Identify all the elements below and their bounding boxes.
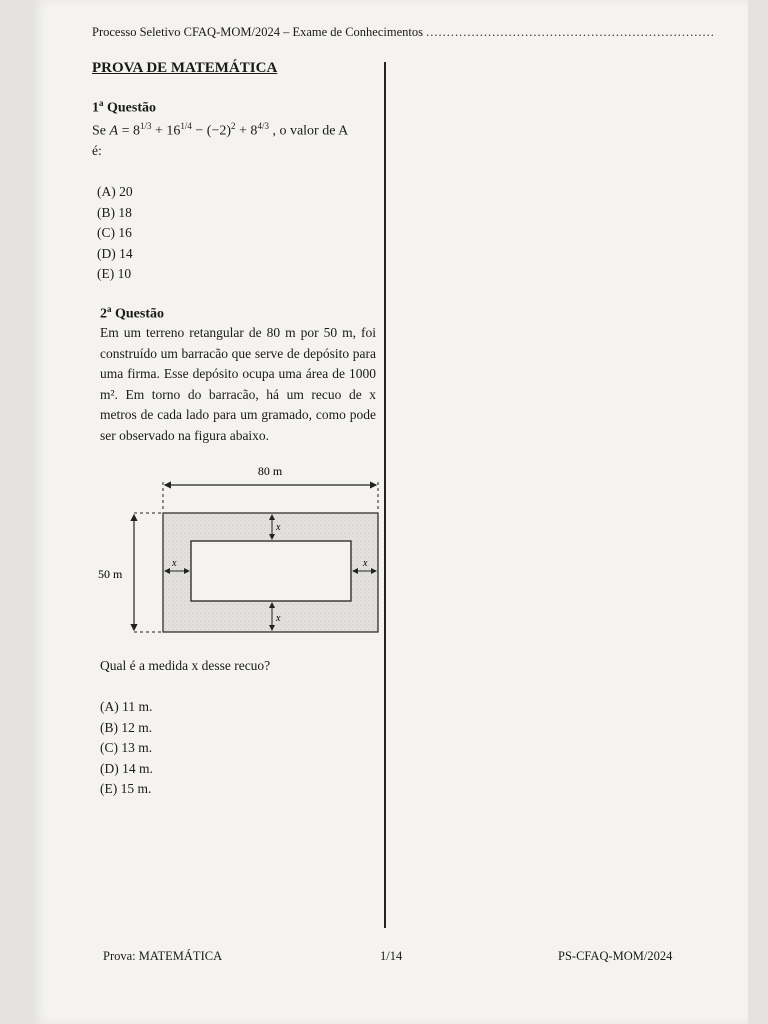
option-b[interactable]: (B) 18 (97, 204, 132, 220)
recuo-label-top: x (276, 522, 281, 533)
option-c[interactable]: (C) 16 (97, 225, 132, 240)
question-2-number: 2 (100, 306, 107, 322)
recuo-label-bottom: x (276, 613, 281, 624)
question-1-number: 1 (92, 100, 99, 116)
option-d[interactable]: (D) 14 m. (100, 760, 153, 776)
question-1-options (97, 182, 133, 285)
footer-exam-name: Prova: MATEMÁTICA (103, 949, 223, 963)
terrain-figure (92, 460, 392, 645)
question-2-word: Questão (115, 306, 164, 322)
depot-rectangle (191, 541, 351, 601)
question-1-heading (92, 98, 156, 117)
question-1-ordinal: a (99, 98, 104, 108)
formula-suffix: , o valor de A (272, 123, 349, 139)
question-2-heading (100, 304, 164, 323)
header-dots: ...................................................................... (426, 25, 715, 39)
option-d[interactable]: (D) 14 (97, 245, 133, 261)
recuo-label-right: x (363, 558, 368, 569)
recuo-label-left: x (172, 558, 177, 569)
option-a[interactable]: (A) 20 (97, 184, 133, 199)
option-a[interactable]: (A) 11 m. (100, 699, 153, 714)
formula-prefix: Se (92, 123, 106, 139)
question-1-statement: Se $A = 8^{1/3} + 16^{1/4} - (-2)^2 + 8^{4/3}$ , o valor de A (92, 121, 349, 139)
option-e[interactable]: (E) 10 (97, 266, 132, 281)
height-label: 50 m (98, 567, 123, 581)
question-2-options (100, 697, 153, 800)
section-title: PROVA DE MATEMÁTICA (92, 60, 278, 76)
option-c[interactable]: (C) 13 m. (100, 740, 153, 755)
option-e[interactable]: (E) 15 m. (100, 781, 152, 796)
question-2-prompt: Qual é a medida x desse recuo? (100, 658, 271, 673)
footer-exam-code: PS-CFAQ-MOM/2024 (558, 949, 673, 963)
page-header (92, 25, 715, 40)
header-text: Processo Seletivo CFAQ-MOM/2024 – Exame de Conhecimentos (92, 25, 423, 39)
footer-page-number: 1/14 (380, 949, 403, 963)
question-1-word: Questão (107, 100, 156, 116)
question-2-paragraph: Em um terreno retangular de 80 m por 50 m, foi construído um barracão que serve de depósito para uma firma. Esse depósito ocupa uma área de 1000 m². Em torno do barracão, há um recuo de x metros de cada lado para um gramado, como pode ser observado na figura abaixo. (100, 325, 376, 443)
width-label: 80 m (257, 464, 283, 478)
question-2-ordinal: a (107, 304, 112, 314)
option-b[interactable]: (B) 12 m. (100, 719, 153, 735)
question-1-statement-line2: é: (92, 143, 102, 158)
